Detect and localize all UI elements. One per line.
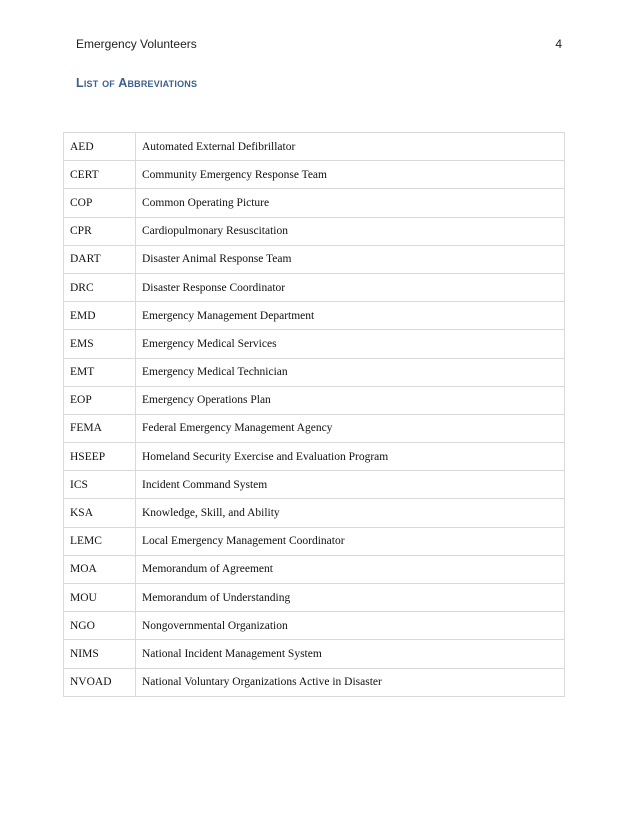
table-row [64,527,565,555]
abbreviation-term: MOA [64,555,136,583]
table-row [64,161,565,189]
abbreviation-definition: Federal Emergency Management Agency [136,414,565,442]
abbreviation-definition: National Incident Management System [136,640,565,668]
abbreviation-definition: Nongovernmental Organization [136,612,565,640]
table-row [64,217,565,245]
table-row [64,358,565,386]
abbreviation-definition: Emergency Medical Technician [136,358,565,386]
table-row [64,245,565,273]
table-row [64,133,565,161]
abbreviation-term: NVOAD [64,668,136,696]
abbreviation-term: CERT [64,161,136,189]
abbreviation-definition: Disaster Response Coordinator [136,273,565,301]
section-title: List of Abbreviations [76,76,198,90]
abbreviation-term: EMT [64,358,136,386]
running-header [76,37,562,51]
table-row [64,443,565,471]
table-row [64,386,565,414]
header-title: Emergency Volunteers [76,37,197,51]
table-row [64,189,565,217]
abbreviation-definition: Disaster Animal Response Team [136,245,565,273]
abbreviation-term: HSEEP [64,443,136,471]
table-row [64,584,565,612]
abbreviation-term: EMD [64,302,136,330]
abbreviations-table [63,132,565,697]
abbreviation-definition: Community Emergency Response Team [136,161,565,189]
table-row [64,640,565,668]
abbreviation-definition: Cardiopulmonary Resuscitation [136,217,565,245]
abbreviation-term: ICS [64,471,136,499]
table-row [64,414,565,442]
abbreviation-term: MOU [64,584,136,612]
abbreviation-term: AED [64,133,136,161]
abbreviation-definition: National Voluntary Organizations Active in Disaster [136,668,565,696]
table-row [64,612,565,640]
abbreviation-term: KSA [64,499,136,527]
abbreviation-definition: Memorandum of Agreement [136,555,565,583]
table-row [64,330,565,358]
abbreviation-term: CPR [64,217,136,245]
table-row [64,555,565,583]
abbreviation-term: EMS [64,330,136,358]
abbreviation-definition: Local Emergency Management Coordinator [136,527,565,555]
table-row [64,499,565,527]
abbreviation-term: COP [64,189,136,217]
table-row [64,668,565,696]
abbreviation-term: FEMA [64,414,136,442]
abbreviation-definition: Emergency Management Department [136,302,565,330]
abbreviation-term: NGO [64,612,136,640]
table-row [64,302,565,330]
abbreviation-definition: Common Operating Picture [136,189,565,217]
abbreviation-definition: Homeland Security Exercise and Evaluation Program [136,443,565,471]
abbreviation-definition: Incident Command System [136,471,565,499]
abbreviation-definition: Automated External Defibrillator [136,133,565,161]
table-row [64,273,565,301]
abbreviation-definition: Knowledge, Skill, and Ability [136,499,565,527]
abbreviation-definition: Emergency Medical Services [136,330,565,358]
abbreviation-term: LEMC [64,527,136,555]
abbreviation-term: DRC [64,273,136,301]
abbreviation-term: DART [64,245,136,273]
abbreviation-definition: Emergency Operations Plan [136,386,565,414]
abbreviation-term: EOP [64,386,136,414]
abbreviation-term: NIMS [64,640,136,668]
table-row [64,471,565,499]
page-number: 4 [555,37,562,51]
abbreviation-definition: Memorandum of Understanding [136,584,565,612]
